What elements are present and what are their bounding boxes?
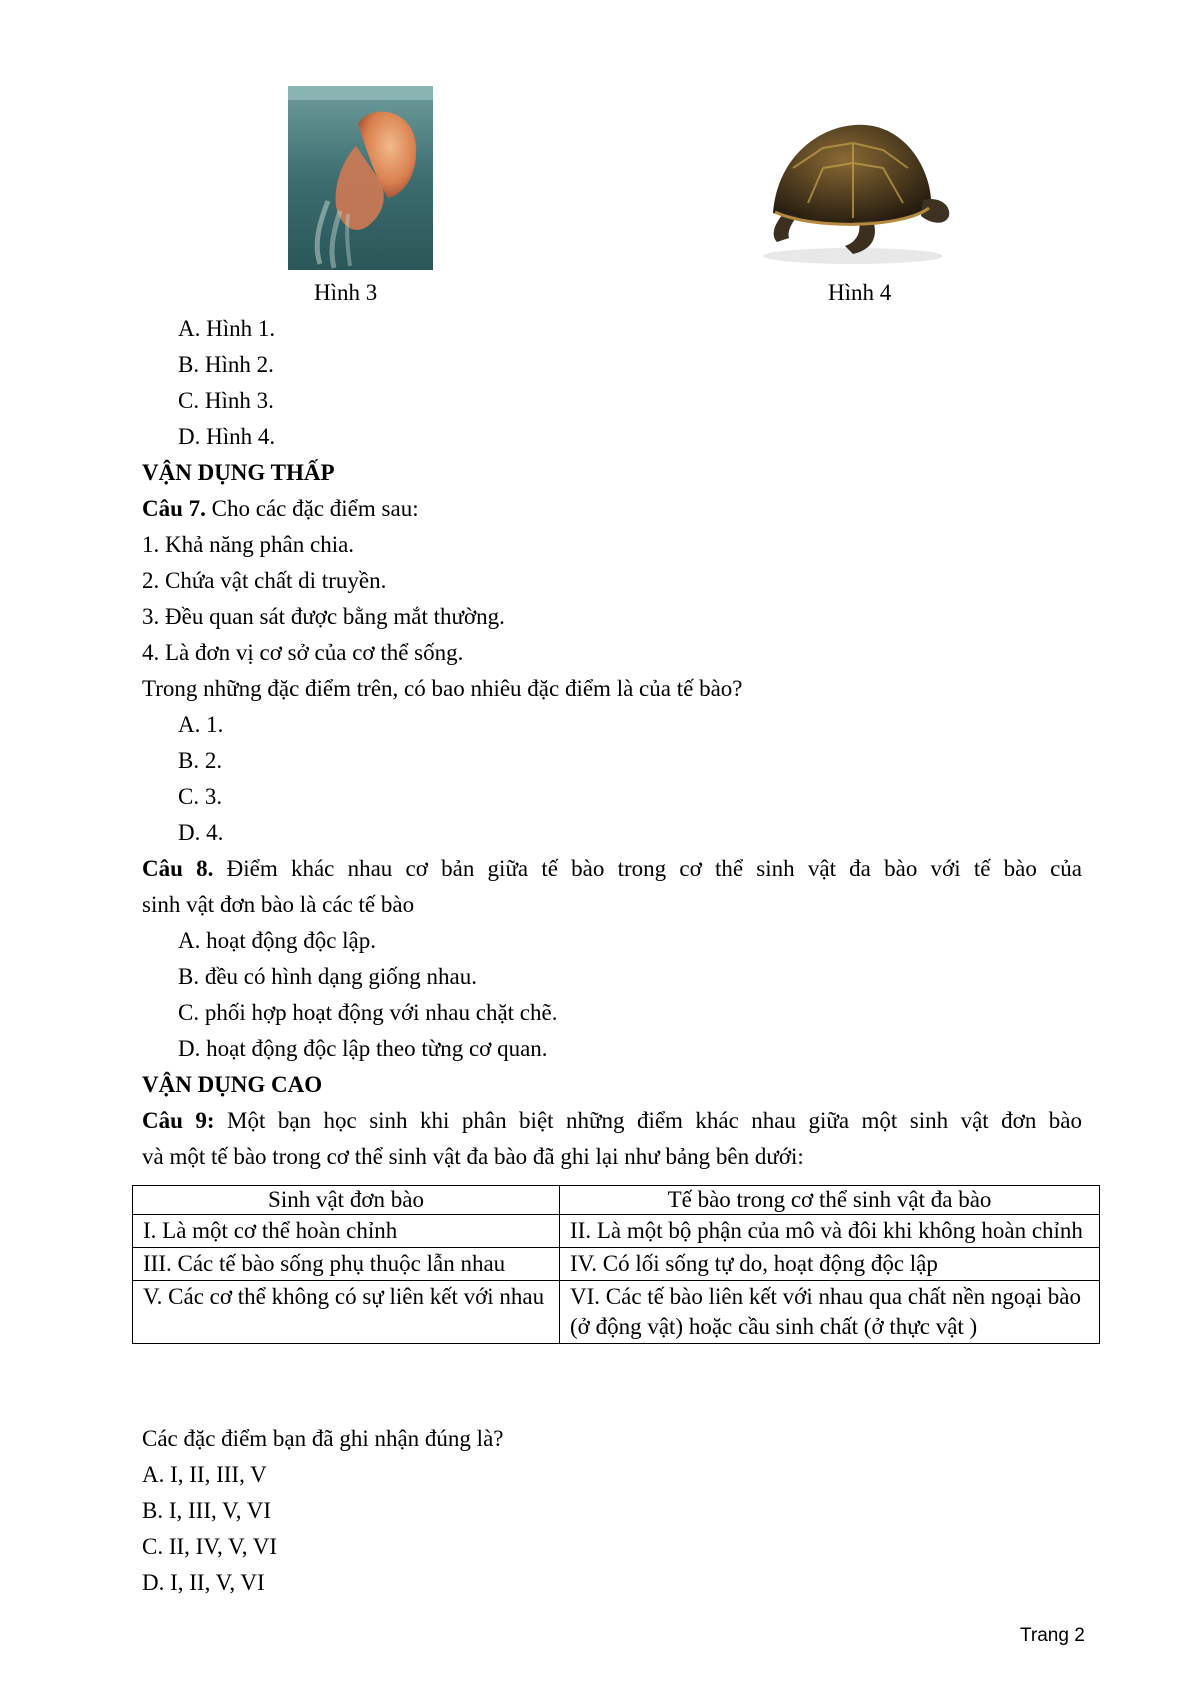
q7-item-3: 3. Đều quan sát được bằng mắt thường. [142, 604, 505, 629]
q9-option-c: C. II, IV, V, VI [142, 1534, 278, 1559]
q6-option-d: D. Hình 4. [178, 424, 276, 449]
q7-option-b: B. 2. [178, 748, 223, 773]
q7-option-c: C. 3. [178, 784, 223, 809]
q7-option-d: D. 4. [178, 820, 224, 845]
q7-item-4: 4. Là đơn vị cơ sở của cơ thể sống. [142, 640, 464, 665]
table-row [133, 1281, 1100, 1344]
table-cell: V. Các cơ thể không có sự liên kết với nhau [133, 1281, 560, 1344]
q7-option-a: A. 1. [178, 712, 224, 737]
figure-4-turtle-photo [753, 108, 953, 268]
q8-text-line1: Điểm khác nhau cơ bản giữa tế bào trong cơ thể sinh vật đa bào với tế bào của [213, 856, 1083, 881]
q8-option-c: C. phối hợp hoạt động với nhau chặt chẽ. [178, 1000, 558, 1025]
table-cell: I. Là một cơ thể hoàn chỉnh [133, 1215, 560, 1248]
q6-option-c: C. Hình 3. [178, 388, 274, 413]
q9-option-d: D. I, II, V, VI [142, 1570, 265, 1595]
section-heading-high: VẬN DỤNG CAO [142, 1072, 323, 1097]
table-cell: III. Các tế bào sống phụ thuộc lẫn nhau [133, 1248, 560, 1281]
turtle-icon [753, 108, 953, 268]
q7-text: Cho các đặc điểm sau: [205, 496, 419, 521]
table-header-unicellular: Sinh vật đơn bào [133, 1186, 560, 1215]
table-cell: II. Là một bộ phận của mô và đôi khi không hoàn chỉnh [560, 1215, 1100, 1248]
q9-question-line1 [142, 1109, 1082, 1132]
table-row [133, 1215, 1100, 1248]
q8-label: Câu 8. [142, 856, 214, 881]
comparison-table [132, 1185, 1100, 1344]
q7-prompt: Trong những đặc điểm trên, có bao nhiêu đặc điểm là của tế bào? [142, 676, 743, 701]
q7-label: Câu 7. [142, 496, 206, 521]
q7-question [142, 497, 419, 520]
q7-item-1: 1. Khả năng phân chia. [142, 532, 355, 557]
q8-option-d: D. hoạt động độc lập theo từng cơ quan. [178, 1036, 548, 1061]
table-header-multicellular: Tế bào trong cơ thể sinh vật đa bào [560, 1186, 1100, 1215]
q8-option-b: B. đều có hình dạng giống nhau. [178, 964, 477, 989]
q8-question-line1 [142, 857, 1082, 880]
table-row [133, 1248, 1100, 1281]
figure-3-jellyfish-photo [288, 86, 433, 270]
table-header-row [133, 1186, 1100, 1215]
q9-option-b: B. I, III, V, VI [142, 1498, 272, 1523]
q6-option-a: A. Hình 1. [178, 316, 276, 341]
page-number: Trang 2 [1020, 1625, 1085, 1646]
q9-label: Câu 9: [142, 1108, 215, 1133]
q7-item-2: 2. Chứa vật chất di truyền. [142, 568, 387, 593]
section-heading-low: VẬN DỤNG THẤP [142, 460, 335, 485]
figure-3-caption: Hình 3 [314, 280, 378, 305]
figure-4-caption: Hình 4 [828, 280, 892, 305]
q8-option-a: A. hoạt động độc lập. [178, 928, 377, 953]
q9-text-line2: và một tế bào trong cơ thể sinh vật đa bào đã ghi lại như bảng bên dưới: [142, 1144, 804, 1169]
table-cell: IV. Có lối sống tự do, hoạt động độc lập [560, 1248, 1100, 1281]
q6-option-b: B. Hình 2. [178, 352, 274, 377]
q9-prompt: Các đặc điểm bạn đã ghi nhận đúng là? [142, 1426, 504, 1451]
table-cell: VI. Các tế bào liên kết với nhau qua chất nền ngoại bào (ở động vật) hoặc cầu sinh chất (ở thực vật ) [560, 1281, 1100, 1344]
jellyfish-icon [288, 86, 433, 270]
q9-option-a: A. I, II, III, V [142, 1462, 267, 1487]
q9-text-line1: Một bạn học sinh khi phân biệt những điểm khác nhau giữa một sinh vật đơn bào [214, 1108, 1083, 1133]
q8-text-line2: sinh vật đơn bào là các tế bào [142, 892, 415, 917]
